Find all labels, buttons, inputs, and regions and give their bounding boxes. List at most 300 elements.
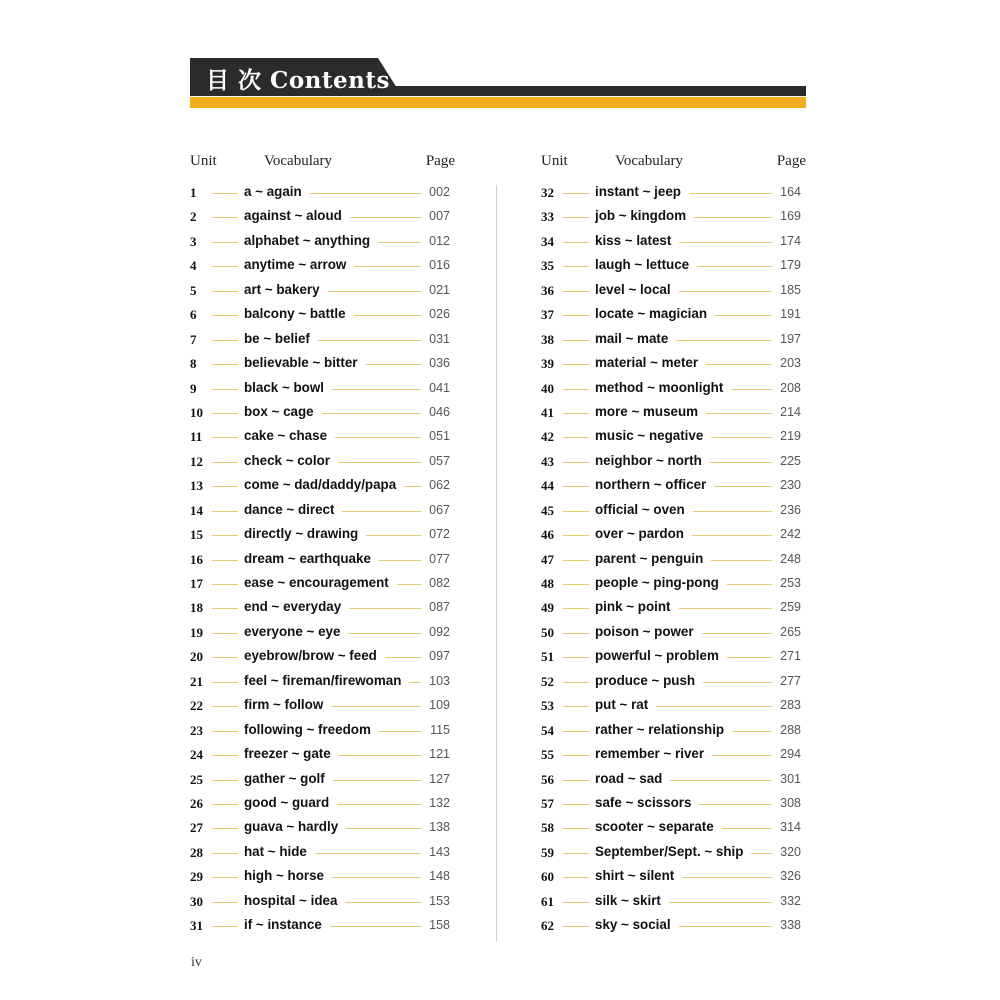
page-ref: 127 <box>429 771 450 786</box>
vocabulary-range: job ~ kingdom <box>595 208 694 223</box>
page-ref: 153 <box>429 893 450 908</box>
leader-line <box>212 364 238 365</box>
leader-line <box>212 608 238 609</box>
page-ref: 197 <box>780 331 801 346</box>
toc-entry <box>190 793 455 817</box>
leader-line <box>563 340 589 341</box>
vocabulary-range: September/Sept. ~ ship <box>595 844 751 859</box>
vocabulary-range: rather ~ relationship <box>595 722 732 737</box>
page-ref: 109 <box>429 698 450 713</box>
toc-entry <box>190 231 455 255</box>
toc-entry <box>190 451 455 475</box>
leader-line <box>212 780 238 781</box>
unit-number: 18 <box>190 600 203 616</box>
vocabulary-range: northern ~ officer <box>595 477 714 492</box>
vocabulary-range: a ~ again <box>244 184 310 199</box>
vocabulary-range: music ~ negative <box>595 428 711 443</box>
page-ref: 062 <box>429 478 450 493</box>
leader-line <box>212 437 238 438</box>
leader-line <box>563 266 589 267</box>
toc-entry <box>541 182 806 206</box>
leader-line <box>563 315 589 316</box>
toc-entry <box>541 451 806 475</box>
vocabulary-range: good ~ guard <box>244 795 337 810</box>
toc-entry <box>541 378 806 402</box>
toc-entry <box>541 720 806 744</box>
toc-column-right <box>541 150 806 940</box>
unit-number: 17 <box>190 576 203 591</box>
page-ref: 143 <box>429 844 450 859</box>
leader-line <box>212 926 238 927</box>
unit-number: 42 <box>541 429 554 445</box>
column-divider <box>496 185 497 942</box>
contents-header <box>190 58 806 110</box>
toc-entry <box>541 671 806 695</box>
toc-entry <box>541 353 806 377</box>
leader-line <box>563 877 589 878</box>
leader-line <box>212 340 238 341</box>
vocabulary-range: hat ~ hide <box>244 844 315 859</box>
page-ref: 169 <box>780 209 801 224</box>
toc-entry <box>541 231 806 255</box>
toc-entry <box>190 866 455 890</box>
vocabulary-range: level ~ local <box>595 282 679 297</box>
leader-line <box>563 780 589 781</box>
leader-line <box>212 657 238 658</box>
toc-entry <box>541 646 806 670</box>
unit-number: 28 <box>190 844 203 860</box>
vocabulary-range: parent ~ penguin <box>595 551 711 566</box>
vocabulary-range: over ~ pardon <box>595 526 692 541</box>
unit-number: 19 <box>190 624 203 640</box>
leader-line <box>212 584 238 585</box>
page-ref: 077 <box>429 551 450 566</box>
vocabulary-range: high ~ horse <box>244 868 332 883</box>
toc-entry <box>190 720 455 744</box>
vocabulary-range: following ~ freedom <box>244 722 379 737</box>
vocabulary-range: pink ~ point <box>595 599 679 614</box>
vocabulary-range: believable ~ bitter <box>244 355 366 370</box>
leader-line <box>563 560 589 561</box>
unit-number: 26 <box>190 795 203 811</box>
vocabulary-range: people ~ ping-pong <box>595 575 727 590</box>
unit-number: 55 <box>541 747 554 763</box>
unit-number: 12 <box>190 453 203 469</box>
leader-line <box>563 902 589 903</box>
leader-line <box>212 217 238 218</box>
vocabulary-range: be ~ belief <box>244 331 318 346</box>
vocabulary-range: directly ~ drawing <box>244 526 366 541</box>
unit-number: 50 <box>541 624 554 640</box>
unit-number: 33 <box>541 209 554 225</box>
leader-line <box>563 389 589 390</box>
vocabulary-range: everyone ~ eye <box>244 624 348 639</box>
leader-line <box>212 828 238 829</box>
leader-line <box>563 828 589 829</box>
vocabulary-range: ease ~ encouragement <box>244 575 397 590</box>
column-header <box>541 150 806 174</box>
toc-entry <box>190 402 455 426</box>
page-ref: 016 <box>429 258 450 273</box>
unit-number: 40 <box>541 380 554 396</box>
toc-entry <box>541 866 806 890</box>
toc-entry <box>190 622 455 646</box>
unit-number: 2 <box>190 209 197 225</box>
vocabulary-range: dream ~ earthquake <box>244 551 379 566</box>
toc-entry <box>190 353 455 377</box>
unit-number: 46 <box>541 527 554 543</box>
unit-number: 13 <box>190 478 203 494</box>
leader-line <box>212 706 238 707</box>
unit-number: 49 <box>541 600 554 616</box>
page-ref: 277 <box>780 673 801 688</box>
unit-number: 53 <box>541 698 554 714</box>
unit-number: 45 <box>541 502 554 518</box>
page-ref: 031 <box>429 331 450 346</box>
page-ref: 002 <box>429 185 450 199</box>
unit-number: 39 <box>541 356 554 372</box>
toc-entry <box>190 915 455 939</box>
unit-number: 22 <box>190 698 203 714</box>
page-ref: 051 <box>429 429 450 444</box>
page-ref: 036 <box>429 356 450 371</box>
leader-line <box>212 877 238 878</box>
page-heading: Page <box>776 153 806 169</box>
page-ref: 007 <box>429 209 450 224</box>
toc-entry <box>190 842 455 866</box>
page-ref: 320 <box>780 844 801 859</box>
leader-line <box>212 291 238 292</box>
toc-entry <box>541 206 806 230</box>
leader-line <box>563 486 589 487</box>
vocabulary-heading: Vocabulary <box>264 153 333 169</box>
toc-entry <box>541 573 806 597</box>
page-ref: 067 <box>429 502 450 517</box>
leader-line <box>563 462 589 463</box>
toc-entry <box>190 646 455 670</box>
page-ref: 158 <box>429 918 450 933</box>
vocabulary-range: more ~ museum <box>595 404 706 419</box>
page-ref: 338 <box>780 918 801 933</box>
page-ref: 191 <box>780 307 801 322</box>
page-ref: 203 <box>780 356 801 371</box>
vocabulary-range: alphabet ~ anything <box>244 233 378 248</box>
leader-line <box>563 608 589 609</box>
leader-line <box>212 389 238 390</box>
unit-number: 24 <box>190 747 203 763</box>
toc-entry <box>541 280 806 304</box>
vocabulary-range: silk ~ skirt <box>595 893 669 908</box>
page-ref: 082 <box>429 576 450 590</box>
page-ref: 294 <box>780 747 801 762</box>
leader-line <box>563 755 589 756</box>
toc-entry <box>190 255 455 279</box>
page-ref: 092 <box>429 624 450 639</box>
leader-line <box>563 193 589 194</box>
toc-entry <box>190 206 455 230</box>
page-ref: 248 <box>780 551 801 566</box>
toc-entry <box>190 549 455 573</box>
leader-line <box>563 242 589 243</box>
page-ref: 021 <box>429 282 450 297</box>
page-ref: 225 <box>780 453 801 468</box>
leader-line <box>563 706 589 707</box>
toc-entry <box>541 475 806 499</box>
vocabulary-range: end ~ everyday <box>244 599 349 614</box>
page-ref: 087 <box>429 600 450 615</box>
page-ref: 271 <box>780 649 801 664</box>
page-ref: 214 <box>780 404 801 419</box>
toc-entry <box>190 524 455 548</box>
unit-number: 56 <box>541 771 554 787</box>
page-ref: 219 <box>780 429 801 444</box>
toc-entry <box>541 402 806 426</box>
page-ref: 174 <box>780 233 801 248</box>
page-ref: 242 <box>780 527 801 542</box>
leader-line <box>212 413 238 414</box>
page-ref: 308 <box>780 795 801 810</box>
page-ref: 138 <box>429 820 450 835</box>
unit-number: 48 <box>541 576 554 591</box>
toc-entry <box>541 891 806 915</box>
toc-rows-right <box>541 182 806 940</box>
toc-entry <box>190 329 455 353</box>
page-ref: 148 <box>429 869 450 884</box>
leader-line <box>563 682 589 683</box>
vocabulary-range: hospital ~ idea <box>244 893 345 908</box>
vocabulary-range: come ~ dad/daddy/papa <box>244 477 404 492</box>
leader-line <box>212 486 238 487</box>
unit-number: 9 <box>190 380 197 396</box>
leader-line <box>563 437 589 438</box>
leader-line <box>563 731 589 732</box>
leader-line <box>212 266 238 267</box>
unit-number: 20 <box>190 649 203 665</box>
page-ref: 026 <box>429 307 450 322</box>
unit-heading: Unit <box>541 153 568 169</box>
unit-number: 58 <box>541 820 554 836</box>
page-ref: 236 <box>780 502 801 517</box>
leader-line <box>212 853 238 854</box>
leader-line <box>563 633 589 634</box>
leader-line <box>563 804 589 805</box>
page-ref: 230 <box>780 478 801 493</box>
unit-number: 27 <box>190 820 203 836</box>
page-ref: 132 <box>429 795 450 810</box>
toc-entry <box>190 671 455 695</box>
vocabulary-range: scooter ~ separate <box>595 819 722 834</box>
toc-entry <box>190 695 455 719</box>
header-dark-strip <box>370 86 806 96</box>
unit-heading: Unit <box>190 153 217 169</box>
leader-line <box>212 462 238 463</box>
toc-entry <box>541 793 806 817</box>
leader-line <box>563 657 589 658</box>
leader-line <box>563 511 589 512</box>
unit-number: 61 <box>541 893 554 909</box>
page-ref: 265 <box>780 624 801 639</box>
unit-number: 57 <box>541 795 554 811</box>
toc-entry <box>541 500 806 524</box>
leader-line <box>563 291 589 292</box>
leader-line <box>212 682 238 683</box>
vocabulary-heading: Vocabulary <box>615 153 684 169</box>
unit-number: 38 <box>541 331 554 347</box>
toc-entry <box>190 500 455 524</box>
page-ref: 179 <box>780 258 801 273</box>
toc-entry <box>190 182 455 206</box>
leader-line <box>212 242 238 243</box>
unit-number: 34 <box>541 233 554 249</box>
vocabulary-range: powerful ~ problem <box>595 648 727 663</box>
toc-entry <box>541 744 806 768</box>
vocabulary-range: firm ~ follow <box>244 697 331 712</box>
page-title: 目 次 Contents <box>206 67 390 94</box>
unit-number: 11 <box>190 429 203 445</box>
toc-entry <box>190 744 455 768</box>
page-ref: 097 <box>429 649 450 664</box>
unit-number: 36 <box>541 282 554 298</box>
unit-number: 32 <box>541 185 554 200</box>
unit-number: 54 <box>541 722 554 738</box>
page-heading: Page <box>425 153 455 169</box>
vocabulary-range: balcony ~ battle <box>244 306 354 321</box>
unit-number: 41 <box>541 404 554 420</box>
toc-entry <box>541 549 806 573</box>
unit-number: 29 <box>190 869 203 885</box>
leader-line <box>212 511 238 512</box>
toc-entry <box>190 597 455 621</box>
vocabulary-range: official ~ oven <box>595 502 693 517</box>
vocabulary-range: safe ~ scissors <box>595 795 699 810</box>
vocabulary-range: method ~ moonlight <box>595 380 731 395</box>
vocabulary-range: eyebrow/brow ~ feed <box>244 648 385 663</box>
leader-line <box>563 584 589 585</box>
unit-number: 6 <box>190 307 197 323</box>
vocabulary-range: cake ~ chase <box>244 428 335 443</box>
vocabulary-range: neighbor ~ north <box>595 453 710 468</box>
vocabulary-range: laugh ~ lettuce <box>595 257 697 272</box>
vocabulary-range: gather ~ golf <box>244 771 333 786</box>
unit-number: 60 <box>541 869 554 885</box>
unit-number: 16 <box>190 551 203 567</box>
page-ref: 012 <box>429 233 450 248</box>
unit-number: 21 <box>190 673 203 689</box>
unit-number: 4 <box>190 258 197 274</box>
unit-number: 1 <box>190 185 197 200</box>
page-ref: 072 <box>429 527 450 542</box>
leader-line <box>563 413 589 414</box>
toc-entry <box>190 769 455 793</box>
header-orange-bar <box>190 97 806 108</box>
leader-line <box>212 560 238 561</box>
vocabulary-range: freezer ~ gate <box>244 746 339 761</box>
toc-entry <box>541 426 806 450</box>
toc-entry <box>541 915 806 939</box>
toc-entry <box>190 475 455 499</box>
unit-number: 8 <box>190 356 197 372</box>
toc-column-left <box>190 150 455 940</box>
toc-entry <box>541 769 806 793</box>
vocabulary-range: sky ~ social <box>595 917 679 932</box>
vocabulary-range: produce ~ push <box>595 673 703 688</box>
page-ref: 185 <box>780 282 801 297</box>
vocabulary-range: poison ~ power <box>595 624 702 639</box>
column-header <box>190 150 455 174</box>
leader-line <box>212 193 238 194</box>
page-ref: 332 <box>780 893 801 908</box>
toc-entry <box>190 304 455 328</box>
unit-number: 59 <box>541 844 554 860</box>
vocabulary-range: box ~ cage <box>244 404 322 419</box>
unit-number: 15 <box>190 527 203 543</box>
toc-entry <box>190 378 455 402</box>
leader-line <box>212 902 238 903</box>
vocabulary-range: road ~ sad <box>595 771 670 786</box>
leader-line <box>212 633 238 634</box>
toc-entry <box>541 622 806 646</box>
leader-line <box>563 217 589 218</box>
vocabulary-range: against ~ aloud <box>244 208 350 223</box>
vocabulary-range: put ~ rat <box>595 697 656 712</box>
unit-number: 51 <box>541 649 554 665</box>
page-number: iv <box>191 955 202 970</box>
page-ref: 314 <box>780 820 801 835</box>
unit-number: 5 <box>190 282 197 298</box>
toc-entry <box>190 426 455 450</box>
vocabulary-range: feel ~ fireman/firewoman <box>244 673 409 688</box>
toc-entry <box>190 573 455 597</box>
vocabulary-range: instant ~ jeep <box>595 184 689 199</box>
page-ref: 259 <box>780 600 801 615</box>
toc-entry <box>541 524 806 548</box>
vocabulary-range: locate ~ magician <box>595 306 715 321</box>
leader-line <box>563 364 589 365</box>
page-ref: 041 <box>429 380 450 395</box>
toc-entry <box>541 842 806 866</box>
vocabulary-range: material ~ meter <box>595 355 706 370</box>
leader-line <box>212 731 238 732</box>
leader-line <box>212 315 238 316</box>
page-ref: 164 <box>780 185 801 199</box>
toc-entry <box>541 817 806 841</box>
page-ref: 046 <box>429 404 450 419</box>
unit-number: 3 <box>190 233 197 249</box>
unit-number: 14 <box>190 502 203 518</box>
unit-number: 43 <box>541 453 554 469</box>
page-ref: 326 <box>780 869 801 884</box>
page-ref: 208 <box>780 380 801 395</box>
unit-number: 31 <box>190 918 203 934</box>
page-ref: 103 <box>429 673 450 688</box>
page-ref: 115 <box>430 722 450 737</box>
vocabulary-range: remember ~ river <box>595 746 712 761</box>
vocabulary-range: black ~ bowl <box>244 380 332 395</box>
unit-number: 52 <box>541 673 554 689</box>
vocabulary-range: guava ~ hardly <box>244 819 346 834</box>
vocabulary-range: kiss ~ latest <box>595 233 679 248</box>
toc-entry <box>190 817 455 841</box>
page-ref: 057 <box>429 453 450 468</box>
unit-number: 7 <box>190 331 197 347</box>
toc-rows-left <box>190 182 455 940</box>
leader-line <box>563 853 589 854</box>
leader-line <box>563 535 589 536</box>
unit-number: 62 <box>541 918 554 934</box>
unit-number: 10 <box>190 404 203 420</box>
vocabulary-range: art ~ bakery <box>244 282 328 297</box>
leader-line <box>212 535 238 536</box>
